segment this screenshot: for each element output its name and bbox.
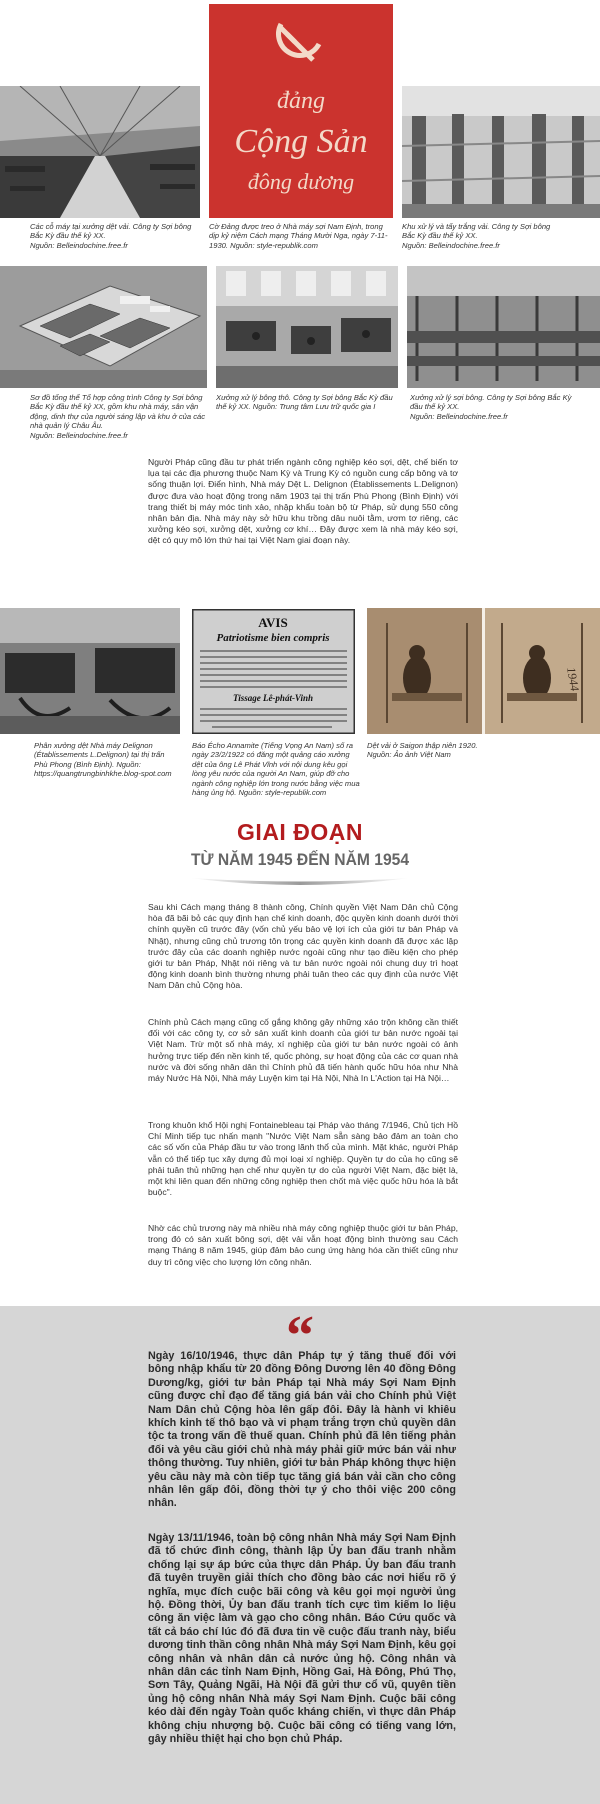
caption-saigon-weaving: Dệt vải ở Saigon thập niên 1920. Nguồn: Ảo ảnh Việt Nam (367, 741, 478, 760)
quote-paragraph-1: Ngày 16/10/1946, thực dân Pháp tự ý tăng thuế đối với bông nhập khẩu từ 20 đồng Đông Dương lên 40 đồng Đông Dương/kg, giới tư bản Pháp tại Nhà máy Sợi Nam Định cũng được chỉ đạo để tăng giá bán vải cho Chính phủ Việt Nam Dân chủ Cộng hòa lên gấp đôi. Đây là hành vi khiêu khích kinh tế thô bạo và vi phạm trắng trợn chủ quyền dân tộc ta trong vấn đề thuế quan. Chính phủ đã lên tiếng phản đối và yêu cầu giới chủ nhà máy phải giữ mức bán vải như thông thường. Tuy nhiên, giới tư bản Pháp không thực hiện yêu cầu này mà còn tiếp tục tăng giá bán vải cần cho công nhân lên gấp đôi, đồng thời tự ý cho thôi việc 200 công nhân. (148, 1350, 456, 1510)
photo-saigon-weaving (367, 608, 600, 734)
caption-complex-plan: Sơ đồ tổng thể Tổ hợp công trình Công ty Sợi bông Bắc Kỳ đầu thế kỷ XX, gồm khu nhà máy, sân vận động, dinh thự của người sáng lập và khu ở của các nhà quản lý Châu Âu. Nguồn: Belleindochine.free.fr (30, 393, 206, 440)
quote-paragraph-2: Ngày 13/11/1946, toàn bộ công nhân Nhà máy Sợi Nam Định đã tổ chức đình công, thành lập Ủy ban đấu tranh nhằm chống lại sự áp bức của thực dân Pháp. Ủy ban đấu tranh đã tuyên truyền giải thích cho đồng bào các nơi hiểu rõ ý nghĩa, mục đích cuộc bãi công và kêu gọi mọi người ủng hộ. Đồng thời, Ủy ban đấu tranh tích cực tìm kiếm lo liệu công ăn việc làm và gạo cho công nhân. Báo Cứu quốc và tất cả báo chí lúc đó đã đưa tin về cuộc đấu tranh này, biểu dương tinh thần công nhân Nhà máy Sợi Nam Định, kêu gọi công nhân và nhân dân cả nước ủng hộ. Công nhân và nhân dân các tỉnh Nam Định, Hồng Gai, Hà Đông, Phú Thọ, Sơn Tây, Quảng Ngãi, Hà Nội đã gửi thư cổ vũ, quyên tiền ủng hộ công nhân Nhà máy Sợi Nam Định. Cuộc bãi công kéo dài đến ngày Toàn quốc kháng chiến, vì thực dân Pháp không chịu nhượng bộ. Cuộc bãi công có tiếng vang lớn, gây nhiều thiệt hại cho bọn chủ Pháp. (148, 1532, 456, 1746)
photo-newspaper-ad (192, 609, 355, 734)
caption-weaving-machines: Các cỗ máy tại xưởng dệt vải. Công ty Sợi bông Bắc Kỳ đầu thế kỷ XX. Nguồn: Belleindochine.free.fr (30, 222, 192, 250)
caption-party-flag: Cờ Đảng được treo ở Nhà máy sợi Nam Định, trong dịp kỷ niệm Cách mạng Tháng Mười Nga, ngày 7-11-1930. Nguồn: style-republik.com (209, 222, 388, 250)
loom-photo-mark: 1944 (564, 666, 583, 693)
flag-text-line2: Cộng Sản (234, 123, 368, 160)
photo-cotton-processing (407, 266, 600, 388)
photo-raw-cotton (216, 266, 398, 388)
photo-complex-plan (0, 266, 207, 388)
intro-paragraph: Người Pháp cũng đầu tư phát triển ngành công nghiệp kéo sợi, dệt, chế biến tơ lụa tại các địa phương thuộc Nam Kỳ và Trung Kỳ có nguồn cung cấp bông và tơ sống thuận lợi. Điển hình, Nhà máy Dệt L. Delignon (Établissements L.Delignon) được đưa vào hoạt động trong năm 1903 tại thị trấn Phù Phong (Bình Định) với trang thiết bị máy móc tinh xảo, nhập khẩu toàn bộ từ Pháp, sử dụng 550 công nhân bản địa. Nhà máy này sở hữu khu trồng dâu nuôi tằm, ươm tơ riêng, các xưởng kéo sợi, xưởng dệt, xưởng cơ khí… Đây được xem là nhà máy kéo sợi, dệt có quy mô lớn thứ hai tại Việt Nam giai đoạn này. (148, 457, 458, 546)
photo-party-flag (209, 4, 393, 218)
caption-cotton-processing: Xưởng xử lý sợi bông. Công ty Sợi bông Bắc Kỳ đầu thế kỷ XX. Nguồn: Belleindochine.free.fr (410, 393, 572, 421)
body-paragraph-3: Trong khuôn khổ Hội nghị Fontainebleau tại Pháp vào tháng 7/1946, Chủ tịch Hồ Chí Minh tiếp tục nhấn mạnh "Nước Việt Nam sẵn sàng bảo đảm an toàn cho các số vốn của Pháp đầu tư vào trong lãnh thổ của mình. Mặt khác, người Pháp vẫn có thể tiếp tục xây dựng đủ mọi loại xí nghiệp. Quyền tự do của họ cũng sẽ phải tuân thủ những hạn chế như quyền tự do của người Việt Nam, đặc biệt là, một khi liên quan đến những công nghiệp then chốt mà việc quốc hữu hóa là bắt buộc". (148, 1120, 458, 1198)
flag-text-line3: đông dương (247, 169, 355, 194)
body-paragraph-1: Sau khi Cách mạng tháng 8 thành công, Chính quyền Việt Nam Dân chủ Cộng hòa đã bãi bỏ các quy định hạn chế kinh doanh, độc quyền kinh doanh dưới thời chính quyền cũ trước đây (vốn chủ yếu bảo vệ lợi ích của giới tư bản Pháp và Nhật), nhưng cũng chủ trương tôn trọng các quyền kinh doanh đã được xác lập trước đây của các doanh nghiệp nước ngoài cũng như tạo điều kiện cho phép giới tư bản Pháp, Nhật nói riêng và tư bản nước ngoài nói chung duy trì hoạt động kinh doanh bình thường nhưng phải tuân theo các quy định của nước Việt Nam Dân chủ Cộng hòa. (148, 902, 458, 991)
section-heading-period: GIAI ĐOẠN (237, 819, 363, 845)
photo-weaving-machines (0, 86, 200, 218)
section-heading-years: TỪ NĂM 1945 ĐẾN NĂM 1954 (190, 850, 410, 869)
flag-text-line1: đảng (277, 88, 325, 114)
photo-delignon-workshop (0, 608, 180, 734)
body-paragraph-4: Nhờ các chủ trương này mà nhiều nhà máy công nghiệp thuộc giới tư bản Pháp, trong đó có sản xuất bông sợi, dệt vải vẫn hoạt động bình thường sau Cách mạng Tháng 8 năm 1945, giúp đảm bảo cung ứng hàng hóa cần thiết cũng như duy trì công việc cho lượng lớn công nhân. (148, 1223, 458, 1267)
photo-bleaching-area (402, 86, 600, 218)
caption-delignon-workshop: Phân xưởng dệt Nhà máy Delignon (Établissements L.Delignon) tại thị trấn Phù Phong (Bình Định). Nguồn: https://quangtrungbinhkhe.blog-spot.com (34, 741, 172, 779)
body-paragraph-2: Chính phủ Cách mạng cũng cố gắng không gây những xáo trộn không cần thiết đối với các công ty, cơ sở sản xuất kinh doanh của giới tư bản nước ngoài tại Việt Nam. Trừ một số nhà máy, xí nghiệp của giới tư bản nước ngoài có ảnh hưởng trực tiếp đến nền kinh tế, quốc phòng, sự hoạt động của các cơ quan nhà nước và đời sống nhân dân thì Chính phủ đã tiến hành quốc hữu hóa như Nhà máy Nước Hà Nội, Nhà máy Luyện kim tại Hà Nội, Nhà In L'Action tại Hà Nội… (148, 1017, 458, 1084)
heading-underline-swoosh (190, 876, 410, 890)
caption-newspaper-ad: Báo Écho Annamite (Tiếng Vọng An Nam) số ra ngày 23/2/1922 có đăng một quảng cáo xưởng dệt của ông Lê Phát Vĩnh với nội dung kêu gọi lòng yêu nước của người An Nam, giúp đỡ cho ngành công nghiệp lớn trong nước bằng việc mua hàng ủng hộ. Nguồn: style-republik.com (192, 741, 360, 798)
newspaper-shop-name: Tissage Lê-phát-Vinh (233, 693, 313, 703)
caption-raw-cotton: Xưởng xử lý bông thô. Công ty Sợi bông Bắc Kỳ đầu thế kỷ XX. Nguồn: Trung tâm Lưu trữ quốc gia I (216, 393, 393, 412)
newspaper-title: Patriotisme bien compris (216, 632, 330, 644)
quote-mark-icon: “ (286, 1305, 314, 1367)
caption-bleaching-area: Khu xử lý và tẩy trắng vải. Công ty Sợi bông Bắc Kỳ đầu thế kỷ XX. Nguồn: Belleindochine.free.fr (402, 222, 551, 250)
newspaper-headline: AVIS (258, 615, 288, 630)
